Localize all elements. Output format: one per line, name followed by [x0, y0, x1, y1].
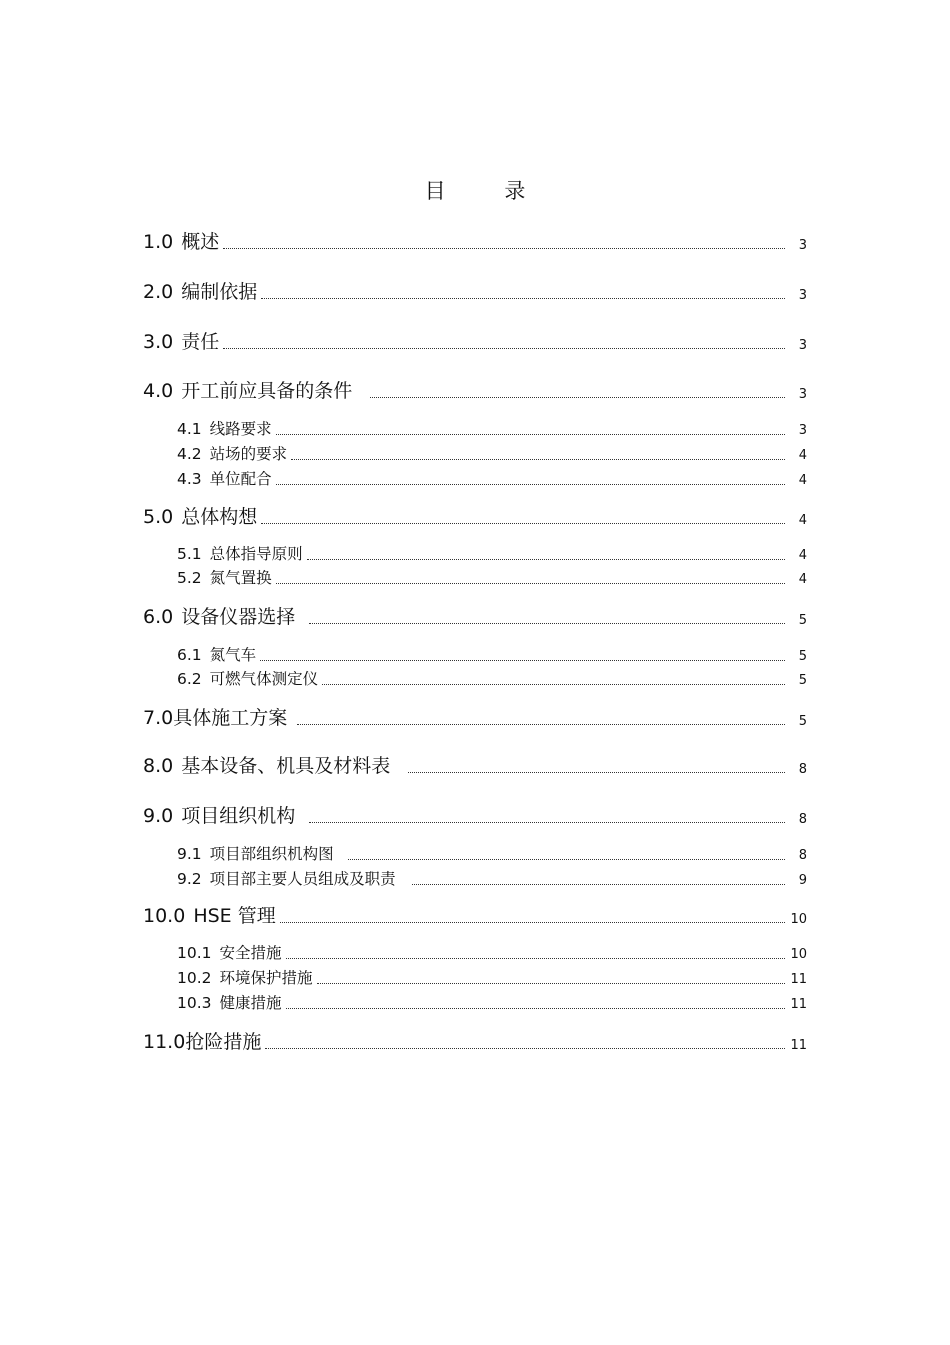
toc-entry-number: 10.2: [177, 969, 212, 987]
toc-dot-leader: [276, 434, 785, 435]
toc-entry-title: 项目部主要人员组成及职责: [209, 870, 396, 888]
toc-entry-page: 3: [798, 338, 807, 353]
toc-title: 目 录: [424, 179, 552, 203]
toc-entry-title: 项目部组织机构图: [209, 845, 334, 863]
toc-entry-number: 4.1: [177, 420, 202, 438]
toc-entry-number: 10.0: [143, 905, 186, 927]
toc-entry-title: 设备仪器选择: [181, 606, 296, 628]
toc-dot-leader: [265, 1048, 785, 1049]
toc-entry-title: 站场的要求: [209, 445, 288, 463]
toc-entry-title: 可燃气体测定仪: [209, 670, 319, 688]
toc-dot-leader: [261, 523, 785, 524]
toc-dot-leader: [223, 348, 785, 349]
toc-entry-page: 11: [790, 997, 807, 1012]
toc-entry[interactable]: [143, 753, 807, 779]
toc-entry-title: HSE 管理: [193, 905, 276, 927]
toc-entry-number: 6.2: [177, 670, 202, 688]
toc-entry[interactable]: [143, 1029, 807, 1055]
toc-entry[interactable]: [177, 543, 807, 565]
toc-entry-title: 抢险措施: [185, 1031, 262, 1053]
toc-entry-number: 7.0: [143, 707, 174, 729]
toc-dot-leader: [309, 623, 785, 624]
toc-entry-number: 3.0: [143, 331, 174, 353]
toc-dot-leader: [286, 958, 785, 959]
toc-entry-page: 8: [798, 762, 807, 777]
toc-dot-leader: [297, 724, 785, 725]
toc-entry[interactable]: [143, 604, 807, 630]
toc-entry-number: 9.2: [177, 870, 202, 888]
toc-dot-leader: [322, 684, 785, 685]
toc-entry-page: 10: [790, 947, 807, 962]
toc-entry-number: 5.0: [143, 506, 174, 528]
toc-dot-leader: [280, 922, 785, 923]
toc-entry-title: 安全措施: [219, 944, 282, 962]
toc-entry-number: 4.2: [177, 445, 202, 463]
toc-entry[interactable]: [143, 229, 807, 255]
toc-entry-number: 8.0: [143, 755, 174, 777]
toc-entry-number: 5.2: [177, 569, 202, 587]
toc-entry-page: 5: [798, 613, 807, 628]
toc-entry[interactable]: [177, 967, 807, 989]
toc-entry-page: 10: [790, 912, 807, 927]
toc-dot-leader: [261, 298, 785, 299]
toc-entry[interactable]: [143, 504, 807, 530]
toc-entry-page: 5: [798, 673, 807, 688]
toc-dot-leader: [286, 1008, 785, 1009]
toc-entry-number: 9.1: [177, 845, 202, 863]
toc-entry-page: 8: [798, 812, 807, 827]
toc-entry[interactable]: [177, 868, 807, 890]
toc-entry-page: 11: [790, 1038, 807, 1053]
toc-entry-title: 具体施工方案: [173, 707, 288, 729]
toc-entry-page: 5: [798, 649, 807, 664]
toc-entry-title: 总体构想: [181, 506, 258, 528]
toc-entry-number: 6.0: [143, 606, 174, 628]
toc-entry-title: 概述: [181, 231, 220, 253]
toc-entry-page: 9: [798, 873, 807, 888]
toc-entry-page: 5: [798, 714, 807, 729]
toc-entry-title: 编制依据: [181, 281, 258, 303]
toc-entry-page: 3: [798, 387, 807, 402]
toc-dot-leader: [317, 983, 785, 984]
toc-entry-title: 责任: [181, 331, 220, 353]
toc-entry-title: 氮气车: [209, 646, 257, 664]
toc-entry-number: 6.1: [177, 646, 202, 664]
toc-entry-title: 开工前应具备的条件: [181, 380, 353, 402]
toc-entry-title: 单位配合: [209, 470, 272, 488]
toc-entry[interactable]: [143, 903, 807, 929]
toc-entry-page: 4: [798, 473, 807, 488]
toc-entry-page: 3: [798, 288, 807, 303]
toc-dot-leader: [348, 859, 785, 860]
toc-entry-title: 环境保护措施: [219, 969, 313, 987]
toc-entry-number: 10.1: [177, 944, 212, 962]
toc-entry-page: 4: [798, 548, 807, 563]
toc-entry-number: 4.3: [177, 470, 202, 488]
toc-dot-leader: [291, 459, 785, 460]
toc-entry-number: 5.1: [177, 545, 202, 563]
toc-entry-title: 氮气置换: [209, 569, 272, 587]
toc-entry-title: 项目组织机构: [181, 805, 296, 827]
toc-dot-leader: [412, 884, 785, 885]
toc-entry[interactable]: [177, 992, 807, 1014]
toc-entry-title: 线路要求: [209, 420, 272, 438]
toc-entry[interactable]: [143, 803, 807, 829]
toc-dot-leader: [276, 484, 785, 485]
toc-entry[interactable]: [177, 668, 807, 690]
toc-entry[interactable]: [143, 705, 807, 731]
toc-entry-number: 4.0: [143, 380, 174, 402]
toc-entry-page: 4: [798, 572, 807, 587]
toc-entry[interactable]: [177, 468, 807, 490]
toc-entry-page: 4: [798, 448, 807, 463]
toc-entry[interactable]: [177, 843, 807, 865]
toc-entry-number: 1.0: [143, 231, 174, 253]
toc-entry-page: 4: [798, 513, 807, 528]
toc-entry[interactable]: [177, 567, 807, 589]
toc-entry[interactable]: [177, 644, 807, 666]
toc-entry-number: 9.0: [143, 805, 174, 827]
toc-entry-page: 8: [798, 848, 807, 863]
toc-entry-number: 2.0: [143, 281, 174, 303]
toc-entry[interactable]: [143, 329, 807, 355]
toc-entry[interactable]: [177, 418, 807, 440]
toc-entry-title: 基本设备、机具及材料表: [181, 755, 391, 777]
toc-entry-page: 3: [798, 423, 807, 438]
toc-dot-leader: [309, 822, 785, 823]
toc-entry-title: 健康措施: [219, 994, 282, 1012]
toc-dot-leader: [260, 660, 785, 661]
toc-entry[interactable]: [143, 279, 807, 305]
toc-dot-leader: [307, 559, 785, 560]
toc-entry[interactable]: [143, 378, 807, 404]
toc-dot-leader: [276, 583, 785, 584]
toc-dot-leader: [370, 397, 785, 398]
toc-dot-leader: [223, 248, 785, 249]
toc-entry-title: 总体指导原则: [209, 545, 303, 563]
toc-entry-page: 11: [790, 972, 807, 987]
toc-entry[interactable]: [177, 443, 807, 465]
toc-entry-page: 3: [798, 238, 807, 253]
toc-dot-leader: [408, 772, 785, 773]
toc-entry[interactable]: [177, 942, 807, 964]
toc-entry-number: 11.0: [143, 1031, 186, 1053]
toc-entry-number: 10.3: [177, 994, 212, 1012]
